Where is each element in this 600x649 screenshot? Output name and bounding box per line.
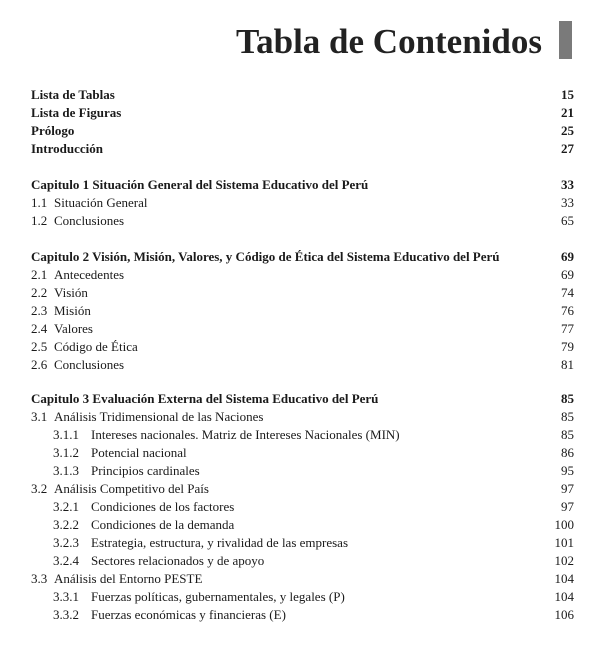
toc-section-2-1[interactable] <box>0 266 600 284</box>
section-label: Conclusiones <box>54 213 125 228</box>
toc-subsection-3-1-3[interactable] <box>0 462 600 480</box>
section-label: Condiciones de la demanda <box>91 517 235 532</box>
entry-page: 85 <box>561 391 574 406</box>
entry-page: 27 <box>561 141 574 156</box>
entry-page: 86 <box>561 445 574 460</box>
chapter-label: Capitulo 3 Evaluación Externa del Sistema Educativo del Perú <box>31 391 379 406</box>
section-label: Análisis Tridimensional de las Naciones <box>54 409 264 424</box>
toc-section-2-4[interactable] <box>0 320 600 338</box>
section-number: 3.2.1 <box>53 499 79 514</box>
section-label: Estrategia, estructura, y rivalidad de las empresas <box>91 535 349 550</box>
toc-section-3-2[interactable] <box>0 480 600 498</box>
entry-page: 76 <box>561 303 574 318</box>
toc-section-2-3[interactable] <box>0 302 600 320</box>
page-title: Tabla de Contenidos <box>235 22 542 61</box>
section-number: 3.1.1 <box>53 427 79 442</box>
section-number: 3.3.2 <box>53 607 79 622</box>
toc-section-3-3[interactable] <box>0 570 600 588</box>
entry-label: Prólogo <box>31 123 75 138</box>
section-label: Intereses nacionales. Matriz de Intereses Nacionales (MIN) <box>91 427 400 442</box>
toc-section-2-2[interactable] <box>0 284 600 302</box>
toc-section-1-2[interactable] <box>0 212 600 230</box>
entry-page: 33 <box>561 177 574 192</box>
section-number: 1.1 <box>31 195 48 210</box>
section-label: Código de Ética <box>54 339 138 354</box>
entry-page: 97 <box>561 499 574 514</box>
entry-page: 33 <box>561 195 574 210</box>
toc-section-1-1[interactable] <box>0 194 600 212</box>
toc-section-2-6[interactable] <box>0 356 600 374</box>
section-number: 1.2 <box>31 213 48 228</box>
section-number: 3.1.3 <box>53 463 79 478</box>
entry-page: 106 <box>554 607 574 622</box>
chapter-label: Capitulo 1 Situación General del Sistema Educativo del Perú <box>31 177 369 192</box>
section-number: 2.2 <box>31 285 48 300</box>
section-label: Análisis Competitivo del País <box>54 481 209 496</box>
section-label: Principios cardinales <box>91 463 200 478</box>
section-number: 3.3 <box>31 571 48 586</box>
section-number: 3.1 <box>31 409 48 424</box>
entry-label: Lista de Figuras <box>31 105 122 120</box>
entry-page: 25 <box>561 123 574 138</box>
toc-subsection-3-2-2[interactable] <box>0 516 600 534</box>
section-label: Valores <box>54 321 93 336</box>
section-number: 2.5 <box>31 339 48 354</box>
entry-page: 104 <box>554 589 574 604</box>
toc-subsection-3-3-2[interactable] <box>0 606 600 624</box>
section-label: Conclusiones <box>54 357 125 372</box>
section-label: Visión <box>54 285 88 300</box>
toc-section-2-5[interactable] <box>0 338 600 356</box>
section-label: Análisis del Entorno PESTE <box>54 571 203 586</box>
section-label: Fuerzas políticas, gubernamentales, y legales (P) <box>91 589 345 604</box>
section-number: 3.2.2 <box>53 517 79 532</box>
section-label: Condiciones de los factores <box>91 499 235 514</box>
entry-page: 69 <box>561 249 574 264</box>
entry-page: 102 <box>554 553 574 568</box>
section-number: 3.2.3 <box>53 535 79 550</box>
entry-page: 85 <box>561 427 574 442</box>
entry-page: 81 <box>561 357 574 372</box>
toc-subsection-3-2-3[interactable] <box>0 534 600 552</box>
toc-entry-prologo[interactable] <box>0 122 600 140</box>
section-label: Fuerzas económicas y financieras (E) <box>91 607 286 622</box>
entry-page: 79 <box>561 339 574 354</box>
section-number: 3.2.4 <box>53 553 79 568</box>
toc-entry-lista-figuras[interactable] <box>0 104 600 122</box>
section-number: 3.3.1 <box>53 589 79 604</box>
toc-chapter-2[interactable] <box>0 248 600 266</box>
entry-page: 77 <box>561 321 574 336</box>
toc-entry-lista-tablas[interactable] <box>0 86 600 104</box>
entry-page: 85 <box>561 409 574 424</box>
entry-page: 74 <box>561 285 574 300</box>
entry-label: Lista de Tablas <box>31 87 115 102</box>
toc-subsection-3-3-1[interactable] <box>0 588 600 606</box>
toc-subsection-3-2-1[interactable] <box>0 498 600 516</box>
toc-chapter-1[interactable] <box>0 176 600 194</box>
toc-chapter-3[interactable] <box>0 390 600 408</box>
entry-page: 69 <box>561 267 574 282</box>
section-number: 2.1 <box>31 267 48 282</box>
entry-page: 15 <box>561 87 574 102</box>
entry-page: 97 <box>561 481 574 496</box>
entry-page: 21 <box>561 105 574 120</box>
section-label: Misión <box>54 303 91 318</box>
toc-subsection-3-1-2[interactable] <box>0 444 600 462</box>
entry-page: 104 <box>554 571 574 586</box>
entry-page: 65 <box>561 213 574 228</box>
chapter-label: Capitulo 2 Visión, Misión, Valores, y Código de Ética del Sistema Educativo del Perú <box>31 249 500 264</box>
entry-page: 100 <box>554 517 574 532</box>
section-label: Sectores relacionados y de apoyo <box>91 553 265 568</box>
toc-section-3-1[interactable] <box>0 408 600 426</box>
section-label: Antecedentes <box>54 267 125 282</box>
toc-subsection-3-2-4[interactable] <box>0 552 600 570</box>
section-number: 2.6 <box>31 357 48 372</box>
section-number: 2.4 <box>31 321 48 336</box>
section-number: 2.3 <box>31 303 48 318</box>
title-accent-bar <box>559 21 572 59</box>
entry-label: Introducción <box>31 141 103 156</box>
section-label: Situación General <box>54 195 148 210</box>
section-label: Potencial nacional <box>91 445 187 460</box>
toc-subsection-3-1-1[interactable] <box>0 426 600 444</box>
section-number: 3.2 <box>31 481 48 496</box>
entry-page: 95 <box>561 463 574 478</box>
section-number: 3.1.2 <box>53 445 79 460</box>
entry-page: 101 <box>554 535 574 550</box>
toc-entry-introduccion[interactable] <box>0 140 600 158</box>
